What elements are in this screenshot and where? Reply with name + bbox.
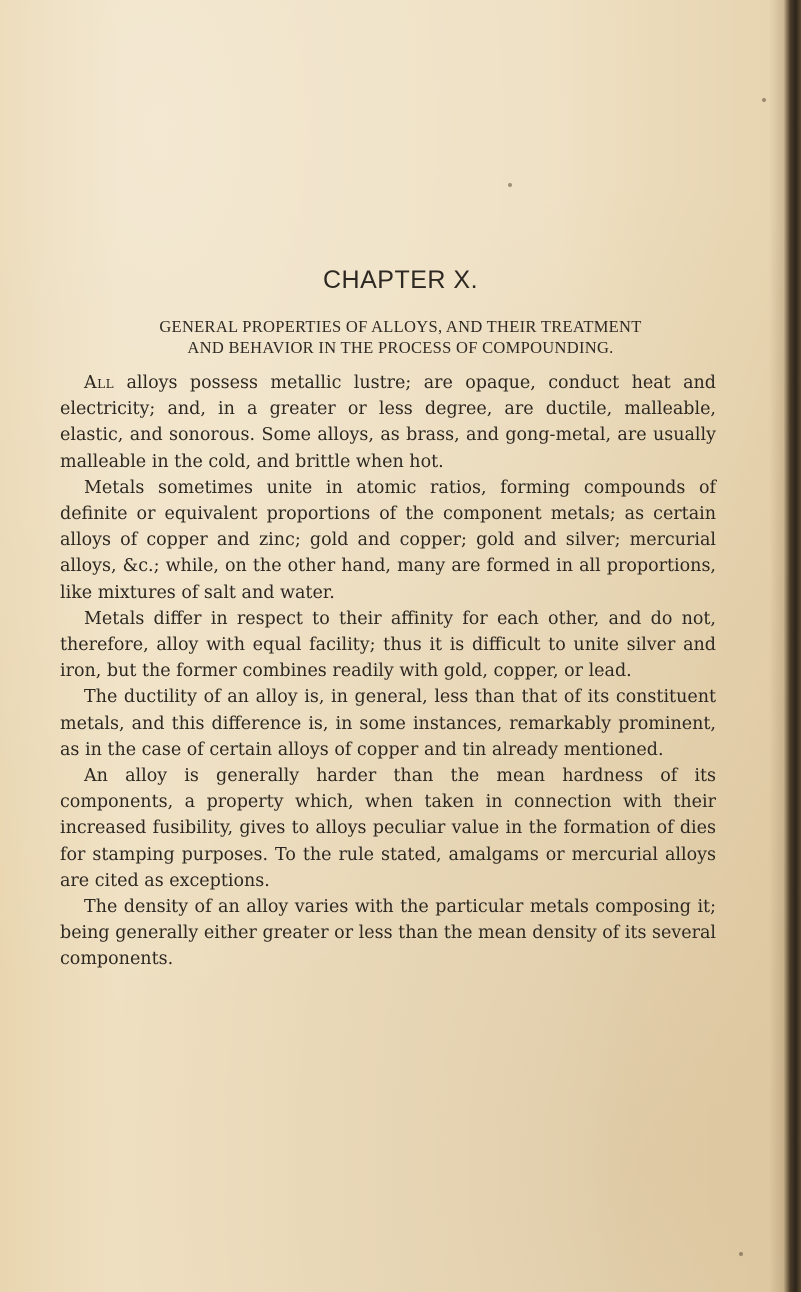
paragraph	[60, 894, 716, 973]
paragraph	[60, 370, 716, 475]
paper-speck	[508, 183, 512, 187]
book-binding-edge	[783, 0, 801, 1292]
paragraph-text: Metals differ in respect to their affinity for each other, and do not, therefore, alloy with equal facility; thus it is difficult to unite silver and iron, but the former combines readily with gold, copper, or lead.	[60, 608, 716, 682]
paper-speck	[762, 98, 766, 102]
binding-shadow	[769, 0, 783, 1292]
paragraph	[60, 475, 716, 606]
paragraph	[60, 684, 716, 763]
paragraph-text: An alloy is generally harder than the mean hardness of its components, a property which, when taken in connection with their increased fusibility, gives to alloys peculiar value in the formation of dies for stamping purposes. To the rule stated, amalgams or mercurial alloys are cited as exceptions.	[60, 766, 716, 891]
chapter-body	[60, 370, 716, 973]
paragraph	[60, 606, 716, 685]
paragraph-text: Metals sometimes unite in atomic ratios, forming compounds of definite or equivalent proportions of the component metals; as certain alloys of copper and zinc; gold and copper; gold and silver; mercurial alloys, &c.; while, on the other hand, many are formed in all proportions, like mixtures of salt and water.	[60, 477, 716, 603]
chapter-subtitle-line: AND BEHAVIOR IN THE PROCESS OF COMPOUNDING.	[187, 338, 614, 357]
paragraph-text: The ductility of an alloy is, in general, less than that of its constituent metals, and this difference is, in some instances, remarkably prominent, as in the case of certain alloys of copper and tin already mentioned.	[60, 687, 716, 760]
chapter-subtitle	[40, 316, 761, 358]
chapter-heading: CHAPTER X.	[322, 266, 479, 294]
paragraph	[60, 763, 716, 894]
paragraph-lead-word: All	[84, 373, 115, 393]
paragraph-text: The density of an alloy varies with the particular metals composing it; being generally either greater or less than the mean density of its several components.	[60, 897, 716, 970]
paragraph-text: alloys possess metallic lustre; are opaque, conduct heat and electricity; and, in a greater or less degree, are ductile, malleable, elastic, and sonorous. Some alloys, as brass, and gong-metal, are usually malleable in the cold, and brittle when hot.	[60, 373, 716, 472]
paper-speck	[739, 1252, 743, 1256]
chapter-subtitle-line: GENERAL PROPERTIES OF ALLOYS, AND THEIR TREATMENT	[159, 317, 642, 336]
